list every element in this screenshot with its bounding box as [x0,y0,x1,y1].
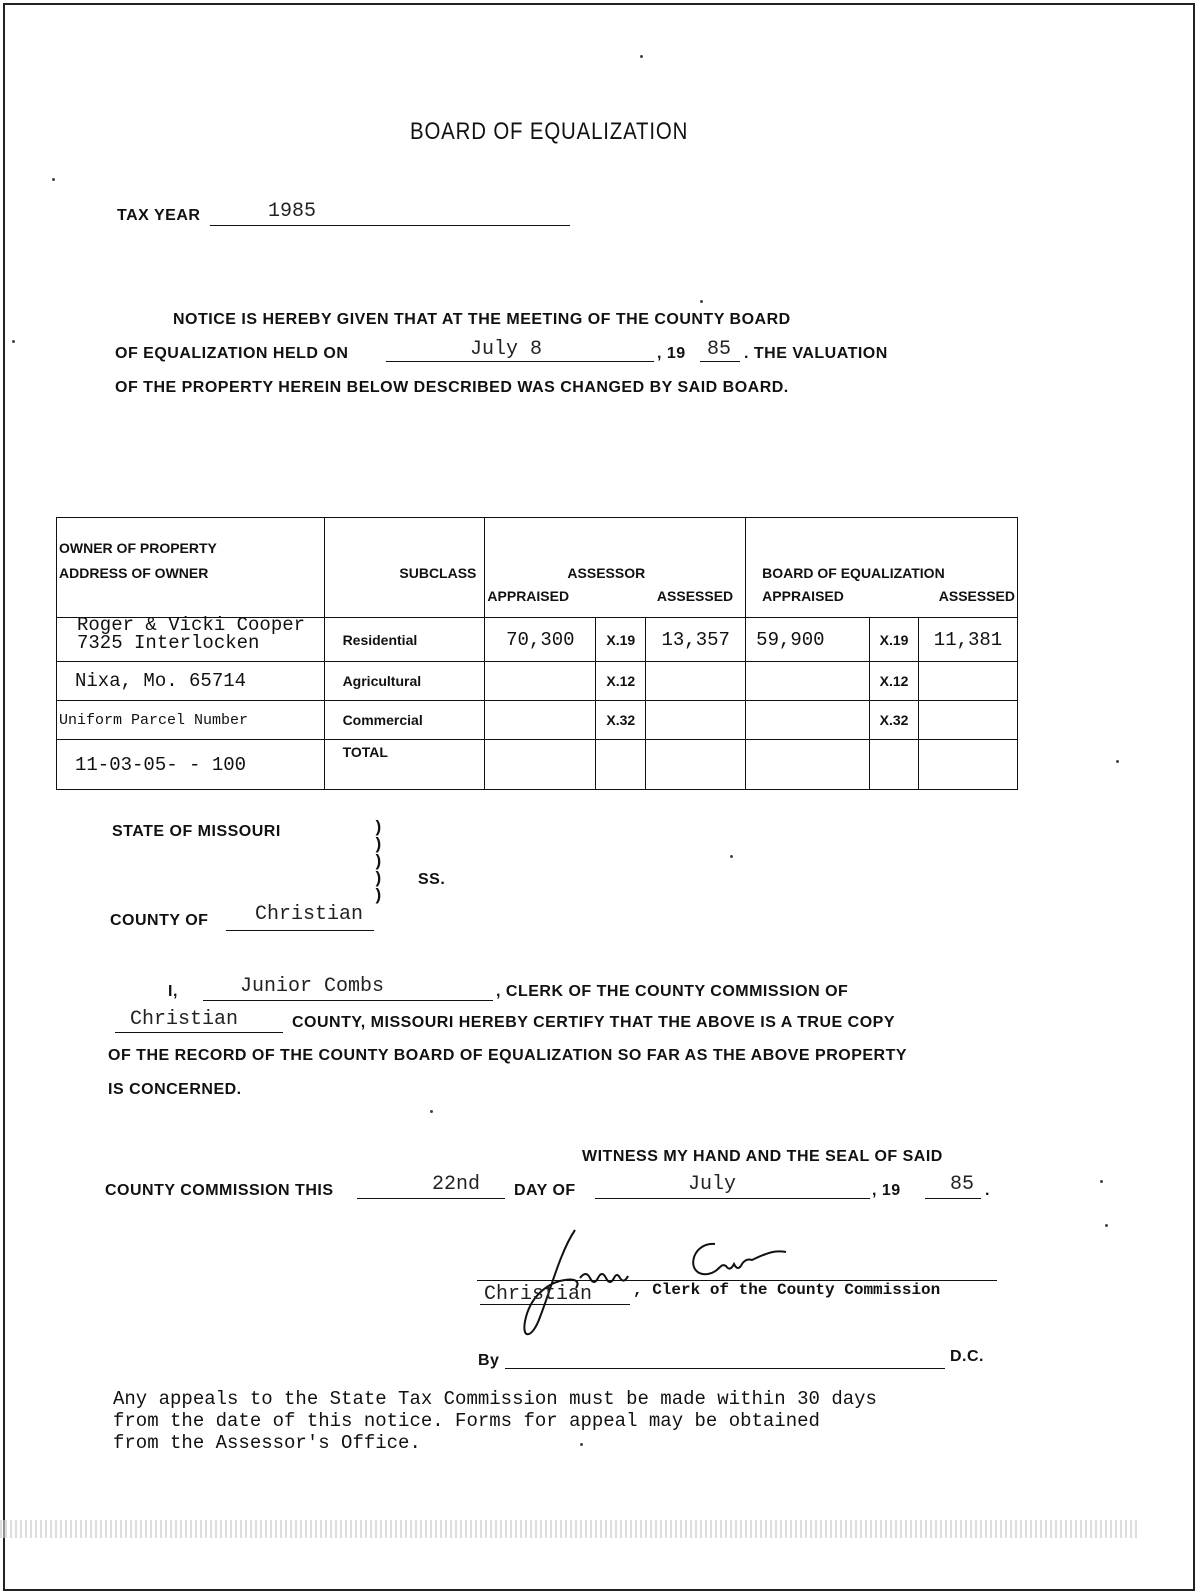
board-appraised-cell [746,740,870,790]
witness-year-prefix: , 19 [872,1182,901,1199]
scan-bottom-noise [0,1520,1140,1538]
clerk-name-line [203,1000,493,1001]
witness-month-value: July [688,1173,737,1196]
assessor-assessed-cell [646,662,746,701]
subclass-cell: Commercial [324,701,485,740]
board-rate-cell: X.19 [870,618,919,662]
witness-prefix: COUNTY COMMISSION THIS [105,1182,334,1199]
appeal-line-1: Any appeals to the State Tax Commission must be made within 30 days [113,1388,877,1410]
witness-day-of: DAY OF [514,1182,576,1199]
assessor-rate-cell: X.32 [596,701,646,740]
board-header-cell [746,518,1018,618]
assessor-rate-cell: X.12 [596,662,646,701]
table-row [57,618,1018,662]
board-rate-cell: X.32 [870,701,919,740]
county-label: COUNTY OF [110,912,209,929]
table-row [57,701,1018,740]
valuation-table [56,517,1018,790]
board-assessed-cell [919,701,1018,740]
assessor-header-cell [485,518,746,618]
county-line [226,930,374,931]
owner-street: 7325 Interlocken [77,632,260,654]
owner-city-cell: Nixa, Mo. 65714 [57,662,325,701]
board-appraised-header: APPRAISED [762,588,844,604]
board-assessed-header: ASSESSED [938,588,1015,604]
board-rate-cell: X.12 [870,662,919,701]
held-date-value: July 8 [470,338,543,361]
owner-header-2: ADDRESS OF OWNER [59,565,209,581]
witness-day-line [357,1198,505,1199]
venue-bracket: ) ) ) ) ) [373,819,384,906]
owner-name-cell [57,614,325,662]
board-assessed-cell [919,662,1018,701]
parcel-number-cell: 11-03-05- - 100 [57,740,325,790]
witness-period: . [985,1182,990,1199]
board-rate-cell [870,740,919,790]
assessor-assessed-cell: 13,357 [646,618,746,662]
owner-header-cell [57,518,325,618]
witness-line-1: WITNESS MY HAND AND THE SEAL OF SAID [582,1148,943,1165]
assessor-appraised-cell [485,662,596,701]
notice-year-value: 85 [707,338,732,361]
signature-title: , Clerk of the County Commission [633,1281,941,1299]
appeal-line-2: from the date of this notice. Forms for appeal may be obtained [113,1410,820,1432]
board-appraised-cell: 59,900 [746,618,870,662]
page-title: BOARD OF EQUALIZATION [410,118,689,145]
assessor-rate-cell [596,740,646,790]
witness-day-value: 22nd [432,1173,481,1196]
cert-line-3: OF THE RECORD OF THE COUNTY BOARD OF EQUALIZATION SO FAR AS THE ABOVE PROPERTY [108,1047,908,1064]
signature-county-value: Christian [484,1283,593,1306]
subclass-cell: Agricultural [324,662,485,701]
tax-year-label: TAX YEAR [117,207,201,224]
witness-month-line [595,1198,870,1199]
table-row [57,740,1018,790]
assessor-appraised-cell [485,701,596,740]
witness-year-line [925,1198,981,1199]
table-header-row [57,518,1018,618]
notice-year-line [700,361,740,362]
cert-line-4: IS CONCERNED. [108,1081,242,1098]
board-assessed-cell [919,740,1018,790]
owner-header-1: OWNER OF PROPERTY [59,540,217,556]
notice-year-prefix: , 19 [657,345,686,362]
cert-clerk-suffix: , CLERK OF THE COUNTY COMMISSION OF [496,983,849,1000]
board-assessed-cell: 11,381 [919,618,1018,662]
appeal-line-3: from the Assessor's Office. [113,1432,421,1454]
assessor-appraised-header: APPRAISED [487,588,570,604]
tax-year-line [210,225,570,226]
board-appraised-cell [746,701,870,740]
assessor-assessed-header: ASSESSED [656,588,734,604]
assessor-assessed-cell [646,740,746,790]
board-header: BOARD OF EQUALIZATION [762,565,945,581]
clerk-name-value: Junior Combs [240,975,385,998]
ss-label: SS. [418,871,446,888]
assessor-header: ASSESSOR [567,565,646,581]
subclass-header: SUBCLASS [399,565,477,581]
assessor-appraised-cell: 70,300 [485,618,596,662]
county-value: Christian [255,903,364,926]
cert-i: I, [168,983,178,1000]
board-appraised-cell [746,662,870,701]
page-border [3,3,1195,1591]
owner-name: Roger & Vicki Cooper [77,614,306,636]
total-label-cell: TOTAL [324,740,485,790]
notice-line-3: OF THE PROPERTY HEREIN BELOW DESCRIBED WAS CHANGED BY SAID BOARD. [115,379,789,396]
assessor-appraised-cell [485,740,596,790]
notice-line-1: NOTICE IS HEREBY GIVEN THAT AT THE MEETING OF THE COUNTY BOARD [173,311,791,328]
subclass-cell: Residential [324,618,485,662]
tax-year-value: 1985 [268,200,317,223]
table-row [57,662,1018,701]
cert-county-line [115,1032,283,1033]
state-label: STATE OF MISSOURI [112,823,281,840]
cert-line-2: COUNTY, MISSOURI HEREBY CERTIFY THAT THE ABOVE IS A TRUE COPY [292,1014,895,1031]
assessor-rate-cell: X.19 [596,618,646,662]
assessor-assessed-cell [646,701,746,740]
witness-year-value: 85 [950,1173,975,1196]
subclass-header-cell [324,518,485,618]
held-date-line [386,361,654,362]
dc-label: D.C. [950,1348,984,1365]
by-line [505,1368,945,1369]
notice-line-2-prefix: OF EQUALIZATION HELD ON [115,345,349,362]
signature-county-line [480,1304,630,1305]
notice-line-2-suffix: . THE VALUATION [744,345,888,362]
cert-county-value: Christian [130,1008,239,1031]
parcel-label-cell: Uniform Parcel Number [57,701,325,740]
by-label: By [478,1352,500,1369]
